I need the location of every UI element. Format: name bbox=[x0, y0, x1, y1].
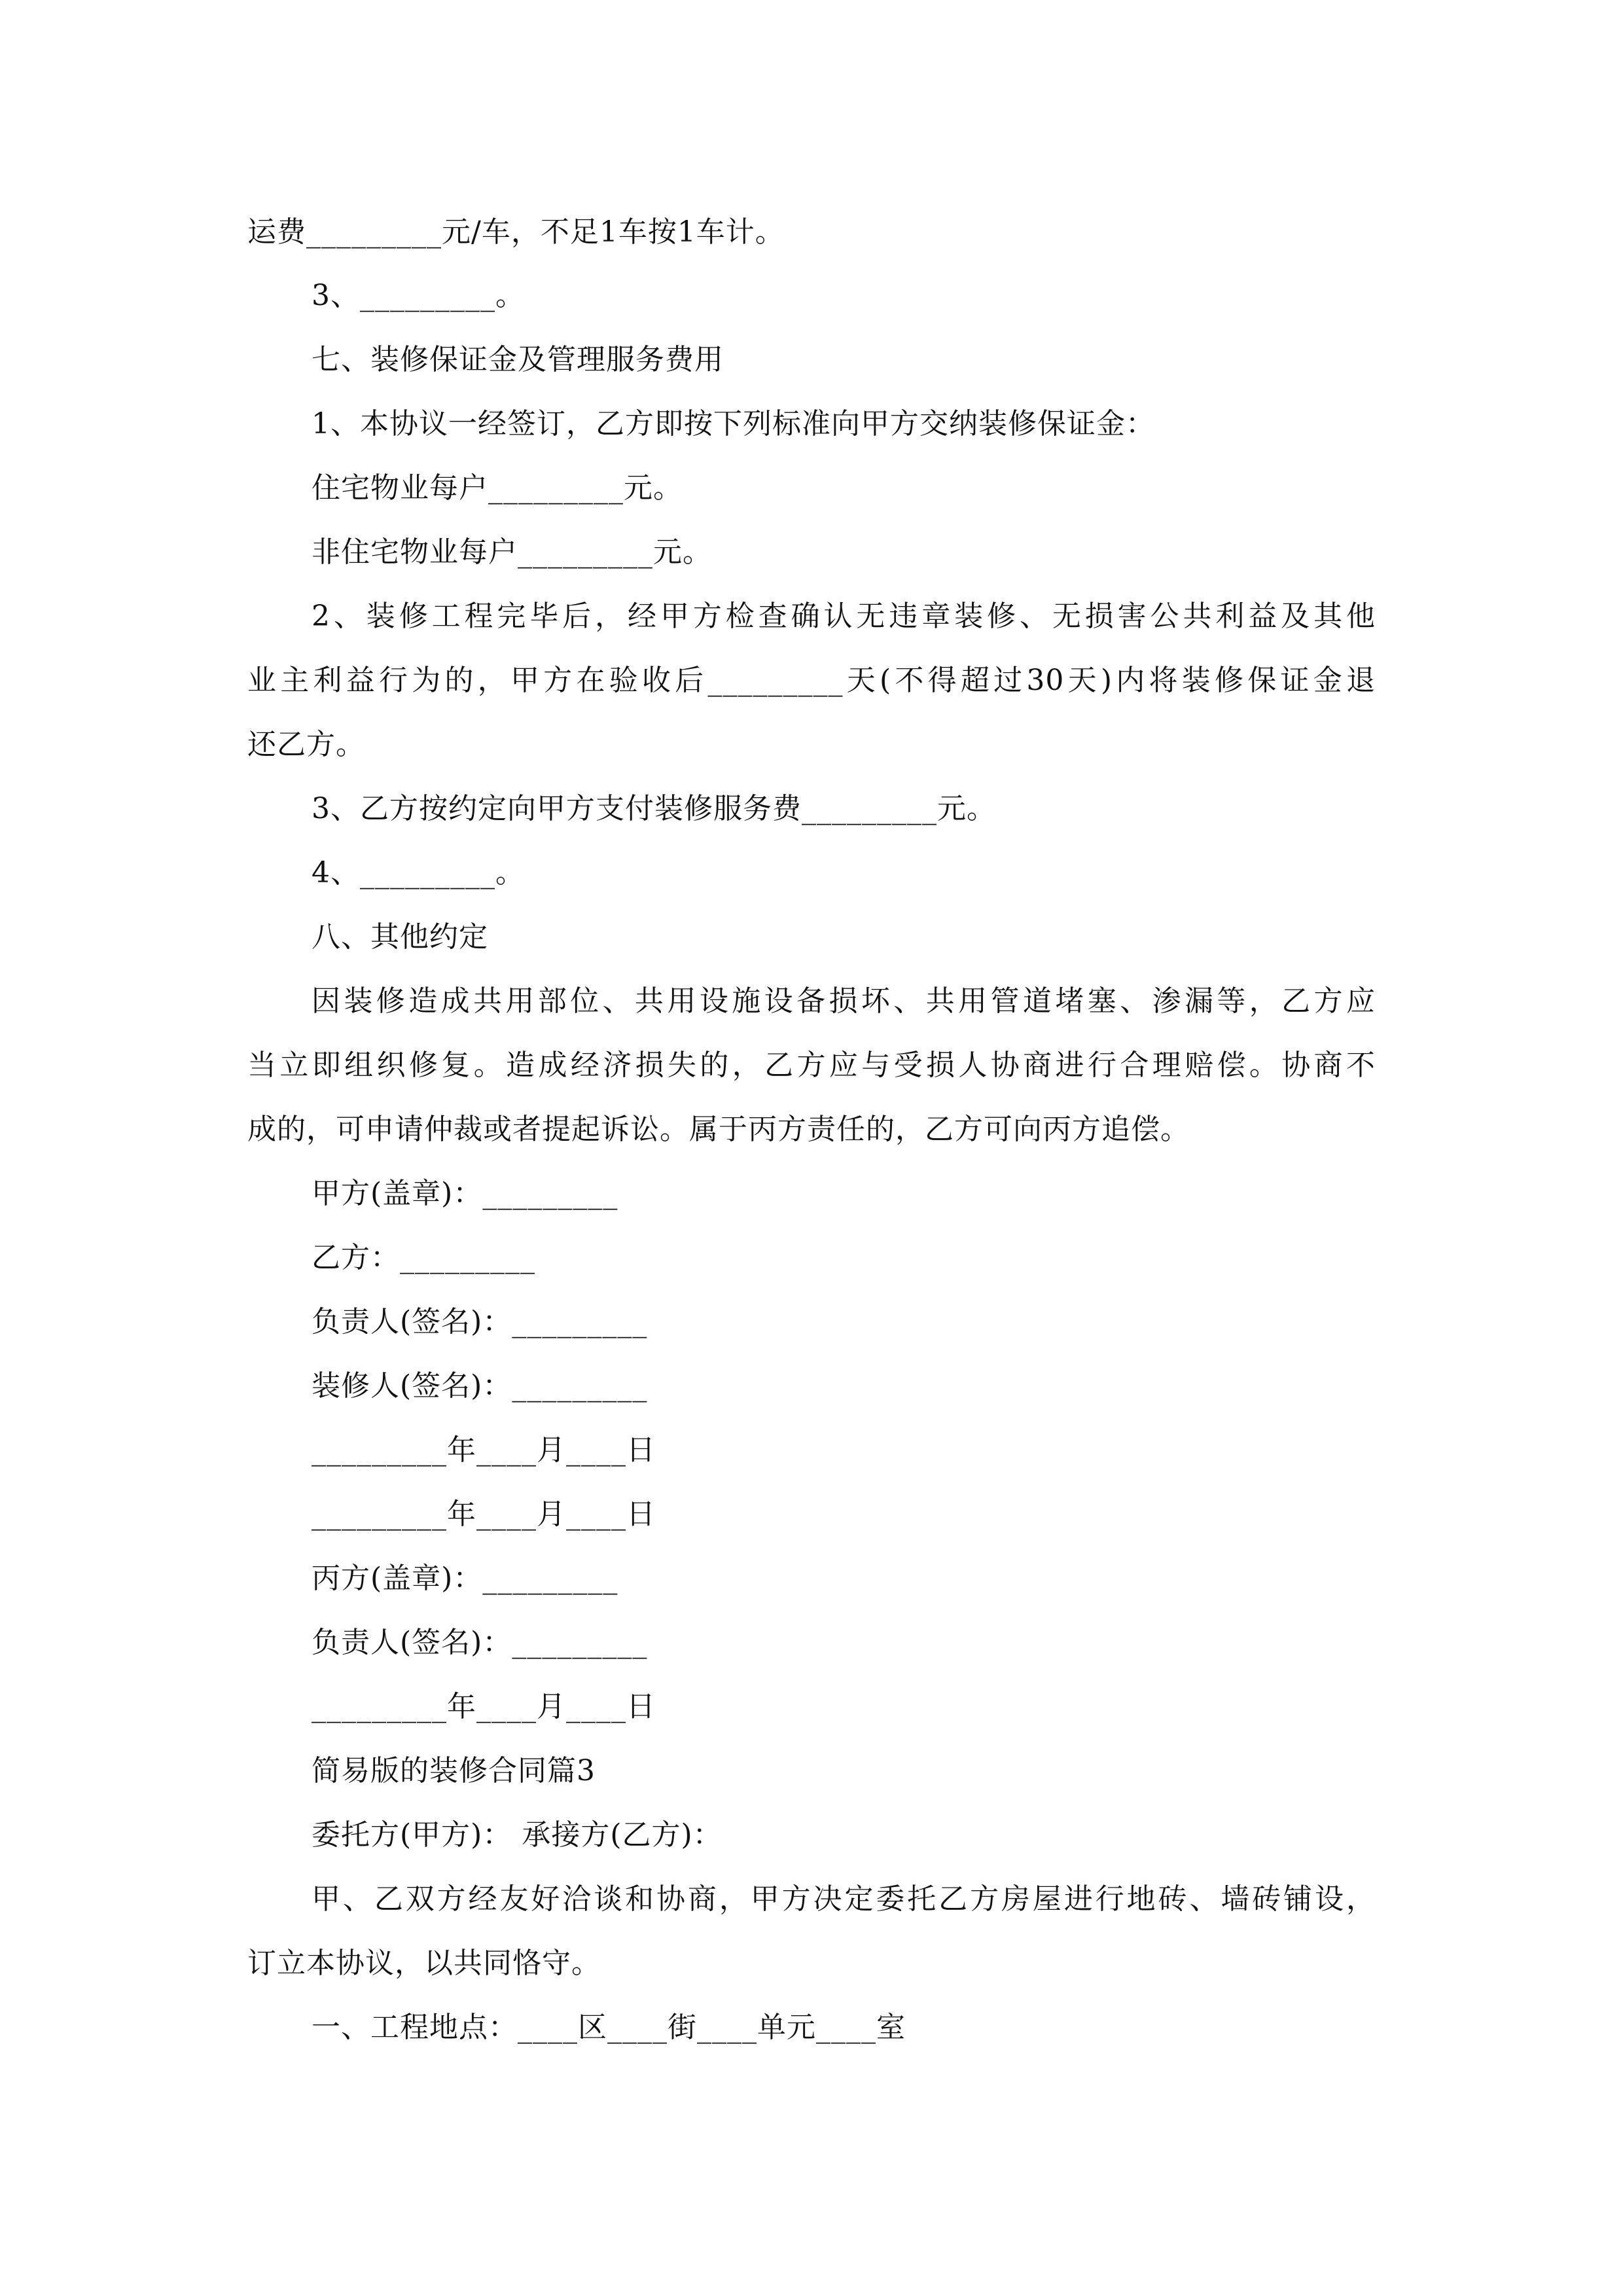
text-line-service-fee: 3、乙方按约定向甲方支付装修服务费_________元。 bbox=[312, 792, 996, 825]
date-line-3: _________年____月____日 bbox=[312, 1690, 656, 1723]
contract-title-3: 简易版的装修合同篇3 bbox=[312, 1754, 596, 1787]
signature-party-b: 乙方：_________ bbox=[312, 1241, 535, 1274]
signature-party-a: 甲方(盖章)：_________ bbox=[312, 1177, 618, 1210]
text-line-item-4: 4、_________。 bbox=[312, 856, 525, 889]
text-line-non-residential: 非住宅物业每户_________元。 bbox=[312, 535, 712, 569]
text-line-deposit-intro: 1、本协议一经签订，乙方即按下列标准向甲方交纳装修保证金： bbox=[312, 407, 1155, 440]
text-line-completion-1: 2、装修工程完毕后，经甲方检查确认无违章装修、无损害公共利益及其他 bbox=[312, 600, 1376, 633]
text-line-completion-2: 业主利益行为的，甲方在验收后_________天(不得超过30天)内将装修保证金退 bbox=[247, 664, 1376, 697]
text-line-other-3: 成的，可申请仲裁或者提起诉讼。属于丙方责任的，乙方可向丙方追偿。 bbox=[247, 1113, 1190, 1146]
signature-responsible-person: 负责人(签名)：_________ bbox=[312, 1305, 648, 1338]
text-line-agreement-2: 订立本协议，以共同恪守。 bbox=[247, 1946, 601, 1980]
section-heading-7: 七、装修保证金及管理服务费用 bbox=[312, 343, 724, 376]
signature-decorator: 装修人(签名)：_________ bbox=[312, 1369, 648, 1403]
text-line-agreement-1: 甲、乙双方经友好洽谈和协商，甲方决定委托乙方房屋进行地砖、墙砖铺设， bbox=[312, 1882, 1376, 1916]
signature-responsible-person-c: 负责人(签名)：_________ bbox=[312, 1626, 648, 1659]
text-line-residential: 住宅物业每户_________元。 bbox=[312, 471, 683, 505]
text-line-freight: 运费_________元/车，不足1车按1车计。 bbox=[247, 215, 785, 249]
date-line-2: _________年____月____日 bbox=[312, 1498, 656, 1531]
text-line-item-3: 3、_________。 bbox=[312, 279, 525, 312]
text-line-completion-3: 还乙方。 bbox=[247, 728, 365, 761]
date-line-1: _________年____月____日 bbox=[312, 1433, 656, 1467]
section-heading-8: 八、其他约定 bbox=[312, 920, 488, 954]
text-line-other-1: 因装修造成共用部位、共用设施设备损坏、共用管道堵塞、渗漏等，乙方应 bbox=[312, 984, 1376, 1018]
signature-party-c: 丙方(盖章)：_________ bbox=[312, 1562, 618, 1595]
text-line-other-2: 当立即组织修复。造成经济损失的，乙方应与受损人协商进行合理赔偿。协商不 bbox=[247, 1049, 1376, 1082]
text-line-project-location: 一、工程地点：____区____街____单元____室 bbox=[312, 2011, 906, 2044]
text-line-parties: 委托方(甲方)： 承接方(乙方)： bbox=[312, 1818, 722, 1852]
